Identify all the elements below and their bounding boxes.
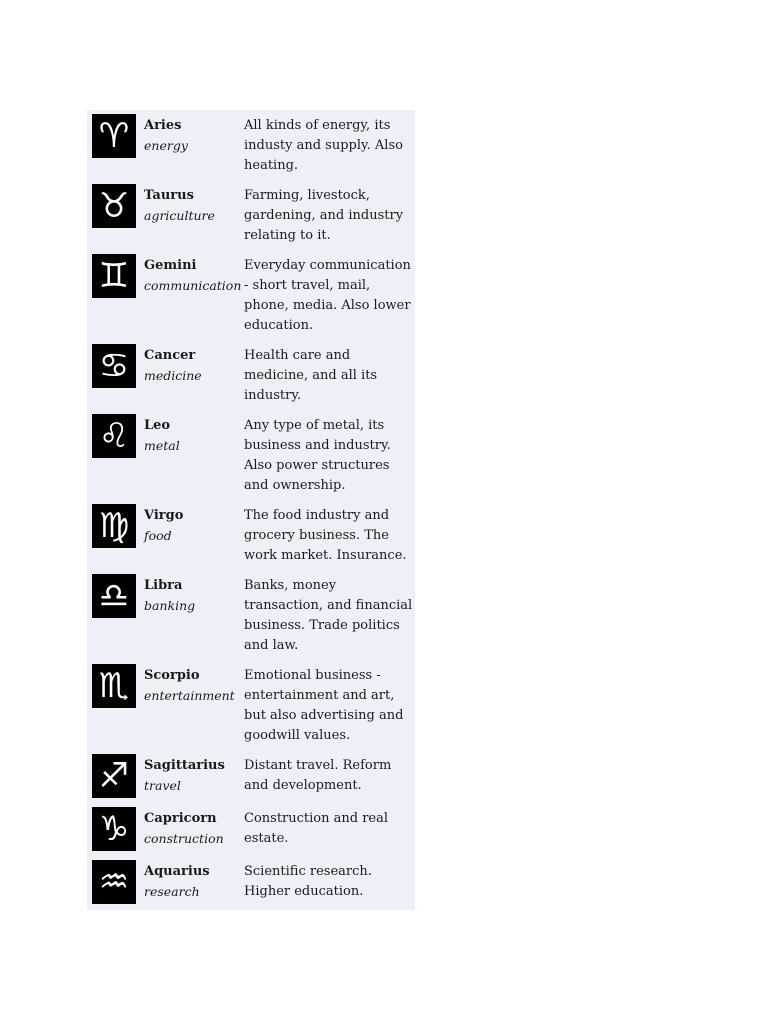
sign-description: Emotional business - entertainment and art, but also advertising and goodwill values. xyxy=(244,668,404,743)
sign-description: Everyday communication - short travel, mail, phone, media. Also lower education. xyxy=(244,258,411,333)
sign-description: All kinds of energy, its industy and supply. Also heating. xyxy=(244,118,403,173)
sign-name: Virgo xyxy=(144,508,184,523)
cancer-icon: ♋ xyxy=(92,344,136,388)
scorpio-icon: ♏ xyxy=(92,664,136,708)
sign-name: Gemini xyxy=(144,258,197,273)
sign-description: Distant travel. Reform and development. xyxy=(244,758,392,793)
sign-sector: travel xyxy=(144,778,181,793)
sign-name: Aquarius xyxy=(144,864,210,879)
capricorn-icon: ♑ xyxy=(92,807,136,851)
sign-description: Health care and medicine, and all its industry. xyxy=(244,348,378,403)
sign-description: Farming, livestock, gardening, and industry relating to it. xyxy=(244,188,404,243)
aries-icon: ♈ xyxy=(92,114,136,158)
sign-name: Leo xyxy=(144,418,171,433)
sign-sector: communication xyxy=(144,278,242,293)
sign-sector: metal xyxy=(144,438,180,453)
sign-name: Scorpio xyxy=(144,668,200,683)
aquarius-icon: ♒ xyxy=(92,860,136,904)
sign-sector: entertainment xyxy=(144,688,235,703)
sign-name: Capricorn xyxy=(144,811,217,826)
sign-sector: energy xyxy=(144,138,188,153)
sign-sector: food xyxy=(144,528,172,543)
sagittarius-icon: ♐ xyxy=(92,754,136,798)
gemini-icon: ♊ xyxy=(92,254,136,298)
sign-sector: medicine xyxy=(144,368,202,383)
sign-name: Cancer xyxy=(144,348,196,363)
sign-sector: research xyxy=(144,884,200,899)
sign-sector: agriculture xyxy=(144,208,215,223)
sign-description: The food industry and grocery business. The work market. Insurance. xyxy=(244,508,407,563)
sign-name: Libra xyxy=(144,578,183,593)
sign-sector: construction xyxy=(144,831,224,846)
sign-description: Scientific research. Higher education. xyxy=(244,864,372,899)
sign-description: Any type of metal, its business and industry. Also power structures and ownership. xyxy=(244,418,391,493)
taurus-icon: ♉ xyxy=(92,184,136,228)
virgo-icon: ♍ xyxy=(92,504,136,548)
sign-description: Banks, money transaction, and financial business. Trade politics and law. xyxy=(244,578,413,653)
sign-name: Sagittarius xyxy=(144,758,225,773)
sign-name: Aries xyxy=(144,118,182,133)
leo-icon: ♌ xyxy=(92,414,136,458)
sign-description: Construction and real estate. xyxy=(244,811,389,846)
libra-icon: ♎ xyxy=(92,574,136,618)
sign-sector: banking xyxy=(144,598,196,613)
sign-name: Taurus xyxy=(144,188,194,203)
zodiac-table xyxy=(87,110,415,910)
